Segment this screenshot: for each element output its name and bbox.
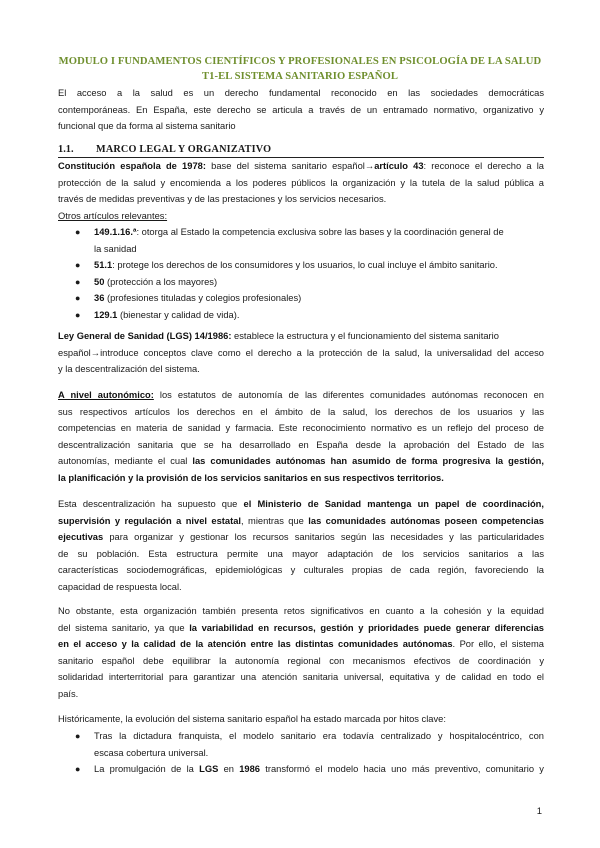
constitucion-paragraph: [58, 158, 544, 224]
historia-text: La promulgación de la: [94, 764, 200, 775]
intro-paragraph: [58, 85, 544, 135]
retos-line: [58, 636, 544, 653]
retos-line: solidaridad interterritorial para garantizar una atención sanitaria universal, equitativa y de calidad en todo el: [58, 672, 544, 683]
section-heading: [58, 144, 544, 158]
descentralizacion-paragraph: [58, 496, 544, 596]
desc-line: [58, 529, 544, 546]
bullet-dot-icon: ●: [75, 293, 81, 304]
page-number: 1: [536, 806, 542, 817]
articulo-43: artículo 43: [374, 161, 424, 171]
autonomico-bold: las comunidades autónomas han asumido de forma progresiva la gestión,: [192, 456, 544, 467]
desc-line: [58, 513, 544, 530]
lgs-paragraph: [58, 328, 544, 378]
autonomico-line: descentralización sanitaria que se ha desarrollado en España desde la aprobación del Estado de las: [58, 439, 544, 450]
article-number: 129.1: [94, 309, 118, 320]
historia-text: transformó el modelo hacia uno más preventivo, comunitario y: [260, 764, 544, 775]
lgs-line: y la descentralización del sistema.: [58, 364, 200, 375]
historia-line: Históricamente, la evolución del sistema sanitario español ha estado marcada por hitos clave:: [58, 714, 446, 724]
desc-line: capacidad de respuesta local.: [58, 581, 182, 592]
desc-text: , mientras que: [241, 515, 309, 526]
historia-text: en: [218, 764, 240, 775]
article-text: (protección a los mayores): [104, 276, 218, 287]
lgs-line: [58, 328, 544, 345]
article-text: : otorga al Estado la competencia exclusiva sobre las bases y la coordinación general de: [136, 227, 504, 237]
articulos-list: [58, 224, 544, 324]
historia-text: [94, 761, 544, 778]
retos-paragraph: [58, 603, 544, 703]
retos-text: del sistema sanitario, ya que: [58, 622, 190, 633]
bullet-dot-icon: ●: [75, 227, 81, 237]
constitucion-bold: Constitución española de 1978:: [58, 161, 206, 171]
retos-line: sanitario español debe equilibrar la autonomía regional con mecanismos efectivos de coordinación y: [58, 655, 544, 666]
article-text: : protege los derechos de los consumidores y los usuarios, lo cual incluye el ámbito sanitario.: [112, 260, 498, 271]
retos-line: [58, 620, 544, 637]
autonomico-line: [58, 453, 544, 470]
historia-intro: [58, 711, 544, 728]
historia-bold: 1986: [239, 764, 260, 775]
desc-bold: las comunidades autónomas poseen competencias: [308, 515, 544, 526]
intro-line: El acceso a la salud es un derecho fundamental reconocido en las sociedades democráticas: [58, 88, 544, 98]
historia-text: escasa cobertura universal.: [94, 747, 209, 758]
retos-bold: en el acceso y la calidad de la atención entre las distintas comunidades autónomas: [58, 639, 453, 650]
section-number: 1.1.: [58, 144, 74, 155]
historia-bold: LGS: [199, 764, 219, 775]
autonomico-text: autonomías, mediante el cual: [58, 456, 193, 467]
list-item: [58, 728, 544, 761]
desc-line: características sociodemográficas, epidemiológicas y culturales propias de cada región, favoreciendo la: [58, 565, 544, 576]
historia-text: Tras la dictadura franquista, el modelo sanitario era todavía centralizado y hospitalocéntrico, con: [94, 731, 544, 741]
autonomico-lead: A nivel autonómico:: [58, 390, 154, 400]
retos-line: país.: [58, 688, 79, 699]
list-item: [58, 224, 544, 257]
historia-list: [58, 728, 544, 778]
bullet-dot-icon: ●: [75, 731, 81, 741]
bullet-dot-icon: ●: [75, 764, 81, 775]
constitucion-line: protección de la salud y encomienda a los poderes públicos la organización y la tutela de la salud pública a: [58, 177, 544, 188]
constitucion-line: través de medidas preventivas y de las prestaciones y los servicios necesarios.: [58, 194, 387, 205]
article-text: (profesiones tituladas y colegios profesionales): [104, 293, 302, 304]
desc-bold: el Ministerio de Sanidad mantenga un papel de coordinación,: [243, 499, 544, 509]
autonomico-line: competencias en materia de sanidad y farmacia. Este reconocimiento normativo es un reflejo del proceso de: [58, 423, 544, 434]
desc-bold: ejecutivas: [58, 532, 104, 543]
article-number: 149.1.16.ª: [94, 227, 137, 237]
article-text: la sanidad: [94, 243, 137, 254]
autonomico-text: los estatutos de autonomía de las diferentes comunidades autónomas reconocen en: [153, 390, 544, 400]
list-item: [58, 290, 544, 307]
article-number: 50: [94, 276, 105, 287]
intro-line: funcional que da forma al sistema sanitario: [58, 121, 236, 132]
autonomico-paragraph: [58, 387, 544, 487]
autonomico-line: la planificación y la provisión de los servicios sanitarios en sus respectivos territorios.: [58, 472, 444, 483]
list-item: [58, 761, 544, 778]
lgs-bold: Ley General de Sanidad (LGS) 14/1986:: [58, 331, 232, 341]
lgs-line: español→introduce conceptos clave como el derecho a la protección de la salud, la universalidad del acceso: [58, 347, 544, 358]
constitucion-text: : reconoce el derecho a la: [423, 161, 544, 171]
autonomico-line: [58, 387, 544, 404]
desc-bold: supervisión y regulación a nivel estatal: [58, 515, 242, 526]
constitucion-text: base del sistema sanitario español→: [205, 161, 375, 171]
list-item: [58, 274, 544, 291]
article-number: 51.1: [94, 260, 113, 271]
desc-text: para organizar y gestionar los recursos sanitarios según las necesidades y las particularidades: [103, 532, 544, 543]
autonomico-line: sus respectivos artículos los derechos en el ámbito de la salud, los derechos de los usuarios y las: [58, 406, 544, 417]
constitucion-line: [58, 158, 544, 175]
otros-articulos-label: Otros artículos relevantes:: [58, 210, 168, 221]
document-subtitle: T1-EL SISTEMA SANITARIO ESPAÑOL: [201, 71, 399, 82]
bullet-dot-icon: ●: [75, 309, 81, 320]
lgs-text: establece la estructura y el funcionamiento del sistema sanitario: [231, 331, 499, 341]
list-item: [58, 307, 544, 324]
desc-line: de su población. Esta estructura permite una mayor adaptación de los servicios sanitarios a las: [58, 548, 544, 559]
intro-line: contemporáneas. En España, este derecho se articula a través de un entramado normativo, organizativo y: [58, 104, 544, 115]
article-text: (bienestar y calidad de vida).: [117, 309, 240, 320]
section-title: MARCO LEGAL Y ORGANIZATIVO: [96, 144, 272, 155]
article-number: 36: [94, 293, 105, 304]
document-title: MODULO I FUNDAMENTOS CIENTÍFICOS Y PROFESIONALES EN PSICOLOGÍA DE LA SALUD: [58, 56, 542, 67]
retos-text: . Por ello, el sistema: [452, 639, 544, 650]
bullet-dot-icon: ●: [75, 260, 81, 271]
retos-line: No obstante, esta organización también presenta retos significativos en cuanto a la cohesión y la equidad: [58, 606, 544, 616]
list-item: [58, 257, 544, 274]
bullet-dot-icon: ●: [75, 276, 81, 287]
desc-line: [58, 496, 544, 513]
desc-text: Esta descentralización ha supuesto que: [58, 499, 244, 509]
retos-bold: la variabilidad en recursos, gestión y prioridades puede generar diferencias: [189, 622, 544, 633]
